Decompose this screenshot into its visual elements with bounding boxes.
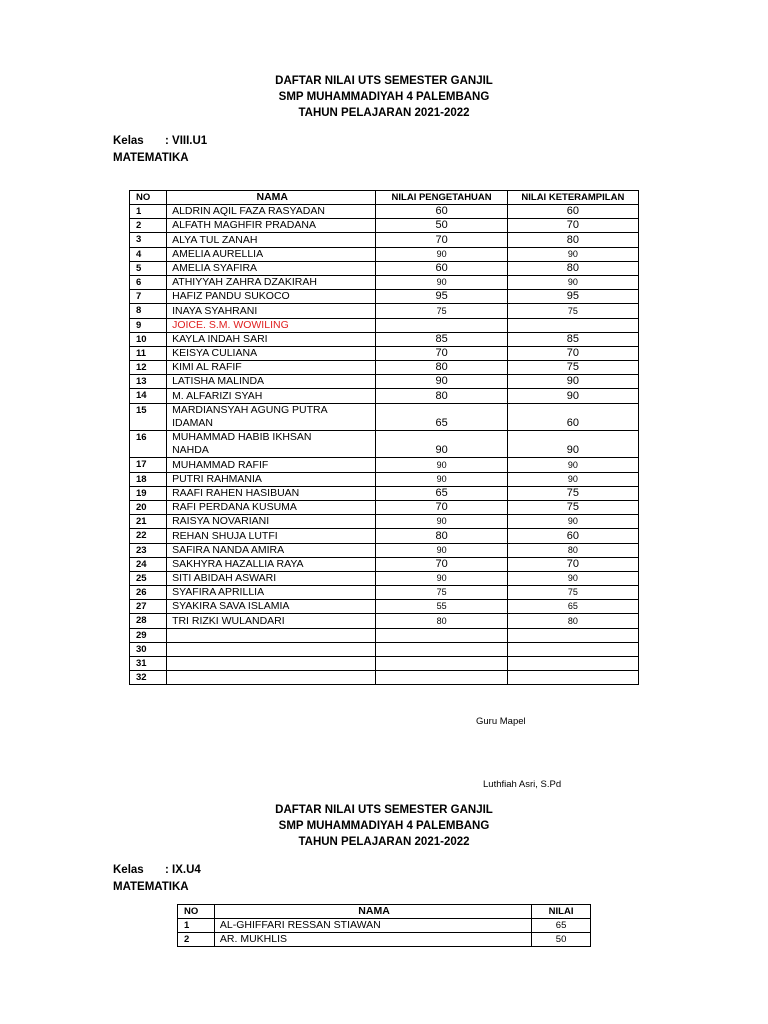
score-keterampilan: 95	[507, 290, 638, 304]
score-keterampilan: 90	[507, 472, 638, 486]
grades-table-2	[177, 904, 591, 947]
row-number: 16	[130, 431, 167, 458]
student-name	[167, 657, 376, 671]
score-keterampilan: 85	[507, 332, 638, 346]
table-row	[130, 233, 639, 247]
score-keterampilan	[507, 671, 638, 685]
score-pengetahuan: 60	[376, 205, 507, 219]
score-pengetahuan: 90	[376, 458, 507, 472]
row-number: 13	[130, 375, 167, 389]
score-keterampilan	[507, 318, 638, 332]
row-number: 31	[130, 657, 167, 671]
row-number: 1	[178, 919, 215, 933]
student-name	[167, 431, 376, 458]
student-name: KIMI AL RAFIF	[167, 361, 376, 375]
student-name: RAFI PERDANA KUSUMA	[167, 500, 376, 514]
header-title: DAFTAR NILAI UTS SEMESTER GANJIL	[275, 75, 493, 87]
table-row	[130, 375, 639, 389]
table-row	[130, 275, 639, 289]
student-name: REHAN SHUJA LUTFI	[167, 529, 376, 543]
table-row	[130, 219, 639, 233]
student-name	[167, 642, 376, 656]
score-keterampilan: 75	[507, 486, 638, 500]
document-header-1	[0, 73, 768, 121]
header-title: DAFTAR NILAI UTS SEMESTER GANJIL	[275, 804, 493, 816]
score-pengetahuan	[376, 657, 507, 671]
student-name: TRI RIZKI WULANDARI	[167, 614, 376, 628]
score-keterampilan: 70	[507, 346, 638, 360]
student-name: SAKHYRA HAZALLIA RAYA	[167, 557, 376, 571]
student-name: SITI ABIDAH ASWARI	[167, 571, 376, 585]
student-name: MUHAMMAD RAFIF	[167, 458, 376, 472]
row-number: 4	[130, 247, 167, 261]
table-row	[130, 472, 639, 486]
score-pengetahuan: 65	[376, 486, 507, 500]
score-pengetahuan: 80	[376, 389, 507, 403]
kelas-label: Kelas	[113, 135, 144, 147]
score-keterampilan: 75	[507, 500, 638, 514]
student-name-line2: NAHDA	[172, 444, 209, 457]
row-number: 25	[130, 571, 167, 585]
column-header-nilai: NILAI	[532, 905, 591, 919]
score-pengetahuan	[376, 671, 507, 685]
score-keterampilan: 90	[507, 247, 638, 261]
student-name	[167, 671, 376, 685]
score-keterampilan: 80	[507, 614, 638, 628]
table-row	[130, 458, 639, 472]
student-name: SAFIRA NANDA AMIRA	[167, 543, 376, 557]
table-row	[130, 361, 639, 375]
column-header-keterampilan: NILAI KETERAMPILAN	[507, 191, 638, 205]
score-pengetahuan: 50	[376, 219, 507, 233]
score-pengetahuan: 75	[376, 304, 507, 318]
table-row	[130, 515, 639, 529]
row-number: 17	[130, 458, 167, 472]
kelas-label: Kelas	[113, 864, 144, 876]
table-row	[178, 933, 591, 947]
grades-table-1	[129, 190, 639, 685]
table-row	[130, 671, 639, 685]
student-name: HAFIZ PANDU SUKOCO	[167, 290, 376, 304]
score-keterampilan: 90	[507, 389, 638, 403]
student-name: SYAFIRA APRILLIA	[167, 586, 376, 600]
student-name: SYAKIRA SAVA ISLAMIA	[167, 600, 376, 614]
score-nilai: 50	[532, 933, 591, 947]
score-keterampilan	[507, 657, 638, 671]
row-number: 3	[130, 233, 167, 247]
table-row	[130, 529, 639, 543]
table-row	[130, 389, 639, 403]
row-number: 32	[130, 671, 167, 685]
student-name: ATHIYYAH ZAHRA DZAKIRAH	[167, 275, 376, 289]
student-name: ALFATH MAGHFIR PRADANA	[167, 219, 376, 233]
score-pengetahuan: 90	[376, 375, 507, 389]
score-keterampilan: 65	[507, 600, 638, 614]
row-number: 27	[130, 600, 167, 614]
row-number: 12	[130, 361, 167, 375]
score-keterampilan: 90	[507, 515, 638, 529]
row-number: 19	[130, 486, 167, 500]
student-name: KEISYA CULIANA	[167, 346, 376, 360]
kelas-value: : IX.U4	[165, 864, 201, 876]
row-number: 21	[130, 515, 167, 529]
table-row	[130, 332, 639, 346]
score-pengetahuan	[376, 642, 507, 656]
table-row	[130, 318, 639, 332]
score-pengetahuan: 65	[376, 403, 507, 430]
subject-label: MATEMATIKA	[113, 152, 189, 164]
row-number: 5	[130, 261, 167, 275]
table-row	[130, 628, 639, 642]
table-row	[130, 403, 639, 430]
score-pengetahuan: 80	[376, 529, 507, 543]
table-row	[130, 614, 639, 628]
table-row	[130, 657, 639, 671]
row-number: 14	[130, 389, 167, 403]
score-pengetahuan: 90	[376, 543, 507, 557]
score-keterampilan: 75	[507, 361, 638, 375]
row-number: 2	[178, 933, 215, 947]
student-name: AL-GHIFFARI RESSAN STIAWAN	[214, 919, 531, 933]
row-number: 8	[130, 304, 167, 318]
student-name: KAYLA INDAH SARI	[167, 332, 376, 346]
score-keterampilan: 70	[507, 219, 638, 233]
score-pengetahuan: 80	[376, 614, 507, 628]
student-name: ALDRIN AQIL FAZA RASYADAN	[167, 205, 376, 219]
table-row	[130, 247, 639, 261]
score-pengetahuan: 80	[376, 361, 507, 375]
student-name	[167, 403, 376, 430]
header-year: TAHUN PELAJARAN 2021-2022	[298, 107, 470, 119]
score-keterampilan: 90	[507, 458, 638, 472]
score-pengetahuan: 90	[376, 431, 507, 458]
score-keterampilan	[507, 628, 638, 642]
row-number: 30	[130, 642, 167, 656]
column-header-nama: NAMA	[214, 905, 531, 919]
score-pengetahuan: 85	[376, 332, 507, 346]
table-row	[130, 346, 639, 360]
column-header-no: NO	[130, 191, 167, 205]
row-number: 2	[130, 219, 167, 233]
table-row	[130, 600, 639, 614]
table-row	[130, 571, 639, 585]
row-number: 7	[130, 290, 167, 304]
column-header-no: NO	[178, 905, 215, 919]
row-number: 18	[130, 472, 167, 486]
row-number: 23	[130, 543, 167, 557]
student-name: LATISHA MALINDA	[167, 375, 376, 389]
student-name: M. ALFARIZI SYAH	[167, 389, 376, 403]
row-number: 15	[130, 403, 167, 430]
table-row	[130, 543, 639, 557]
table-row	[130, 261, 639, 275]
score-pengetahuan: 70	[376, 233, 507, 247]
header-school: SMP MUHAMMADIYAH 4 PALEMBANG	[278, 91, 490, 103]
score-pengetahuan: 90	[376, 247, 507, 261]
row-number: 6	[130, 275, 167, 289]
score-keterampilan: 75	[507, 586, 638, 600]
student-name: AMELIA SYAFIRA	[167, 261, 376, 275]
score-keterampilan: 80	[507, 543, 638, 557]
table-row	[130, 642, 639, 656]
subject-label: MATEMATIKA	[113, 881, 189, 893]
row-number: 28	[130, 614, 167, 628]
score-pengetahuan: 75	[376, 586, 507, 600]
score-keterampilan: 90	[507, 275, 638, 289]
table-row	[130, 290, 639, 304]
student-name: AR. MUKHLIS	[214, 933, 531, 947]
document-header-2	[0, 802, 768, 850]
header-year: TAHUN PELAJARAN 2021-2022	[298, 836, 470, 848]
score-keterampilan: 75	[507, 304, 638, 318]
score-keterampilan: 70	[507, 557, 638, 571]
score-pengetahuan	[376, 628, 507, 642]
student-name-line1: MARDIANSYAH AGUNG PUTRA	[172, 404, 328, 417]
column-header-pengetahuan: NILAI PENGETAHUAN	[376, 191, 507, 205]
score-keterampilan	[507, 642, 638, 656]
table-row	[130, 586, 639, 600]
score-keterampilan: 60	[507, 403, 638, 430]
column-header-nama: NAMA	[167, 191, 376, 205]
score-pengetahuan: 90	[376, 515, 507, 529]
table-row	[130, 486, 639, 500]
score-pengetahuan: 60	[376, 261, 507, 275]
row-number: 24	[130, 557, 167, 571]
score-pengetahuan	[376, 318, 507, 332]
table-row	[130, 500, 639, 514]
student-name: ALYA TUL ZANAH	[167, 233, 376, 247]
student-name: RAAFI RAHEN HASIBUAN	[167, 486, 376, 500]
score-pengetahuan: 90	[376, 472, 507, 486]
class-info-1	[113, 133, 207, 167]
student-name: RAISYA NOVARIANI	[167, 515, 376, 529]
signature-name: Luthfiah Asri, S.Pd	[483, 779, 562, 790]
student-name: INAYA SYAHRANI	[167, 304, 376, 318]
score-keterampilan: 80	[507, 261, 638, 275]
score-nilai: 65	[532, 919, 591, 933]
score-keterampilan: 90	[507, 375, 638, 389]
row-number: 9	[130, 318, 167, 332]
score-keterampilan: 60	[507, 205, 638, 219]
signature-role: Guru Mapel	[476, 716, 526, 727]
row-number: 26	[130, 586, 167, 600]
score-pengetahuan: 70	[376, 346, 507, 360]
header-school: SMP MUHAMMADIYAH 4 PALEMBANG	[278, 820, 490, 832]
class-info-2	[113, 862, 201, 896]
student-name: JOICE. S.M. WOWILING	[167, 318, 376, 332]
score-pengetahuan: 70	[376, 500, 507, 514]
row-number: 10	[130, 332, 167, 346]
score-pengetahuan: 90	[376, 571, 507, 585]
row-number: 29	[130, 628, 167, 642]
row-number: 22	[130, 529, 167, 543]
score-keterampilan: 80	[507, 233, 638, 247]
row-number: 20	[130, 500, 167, 514]
table-row	[130, 557, 639, 571]
student-name-line1: MUHAMMAD HABIB IKHSAN	[172, 431, 312, 444]
table-row	[130, 304, 639, 318]
row-number: 11	[130, 346, 167, 360]
score-pengetahuan: 95	[376, 290, 507, 304]
score-keterampilan: 90	[507, 571, 638, 585]
table-row	[130, 205, 639, 219]
table-row	[130, 431, 639, 458]
student-name: PUTRI RAHMANIA	[167, 472, 376, 486]
score-pengetahuan: 55	[376, 600, 507, 614]
row-number: 1	[130, 205, 167, 219]
kelas-value: : VIII.U1	[165, 135, 208, 147]
table-row	[178, 919, 591, 933]
student-name-line2: IDAMAN	[172, 417, 213, 430]
student-name: AMELIA AURELLIA	[167, 247, 376, 261]
score-keterampilan: 60	[507, 529, 638, 543]
score-pengetahuan: 90	[376, 275, 507, 289]
score-keterampilan: 90	[507, 431, 638, 458]
student-name	[167, 628, 376, 642]
score-pengetahuan: 70	[376, 557, 507, 571]
